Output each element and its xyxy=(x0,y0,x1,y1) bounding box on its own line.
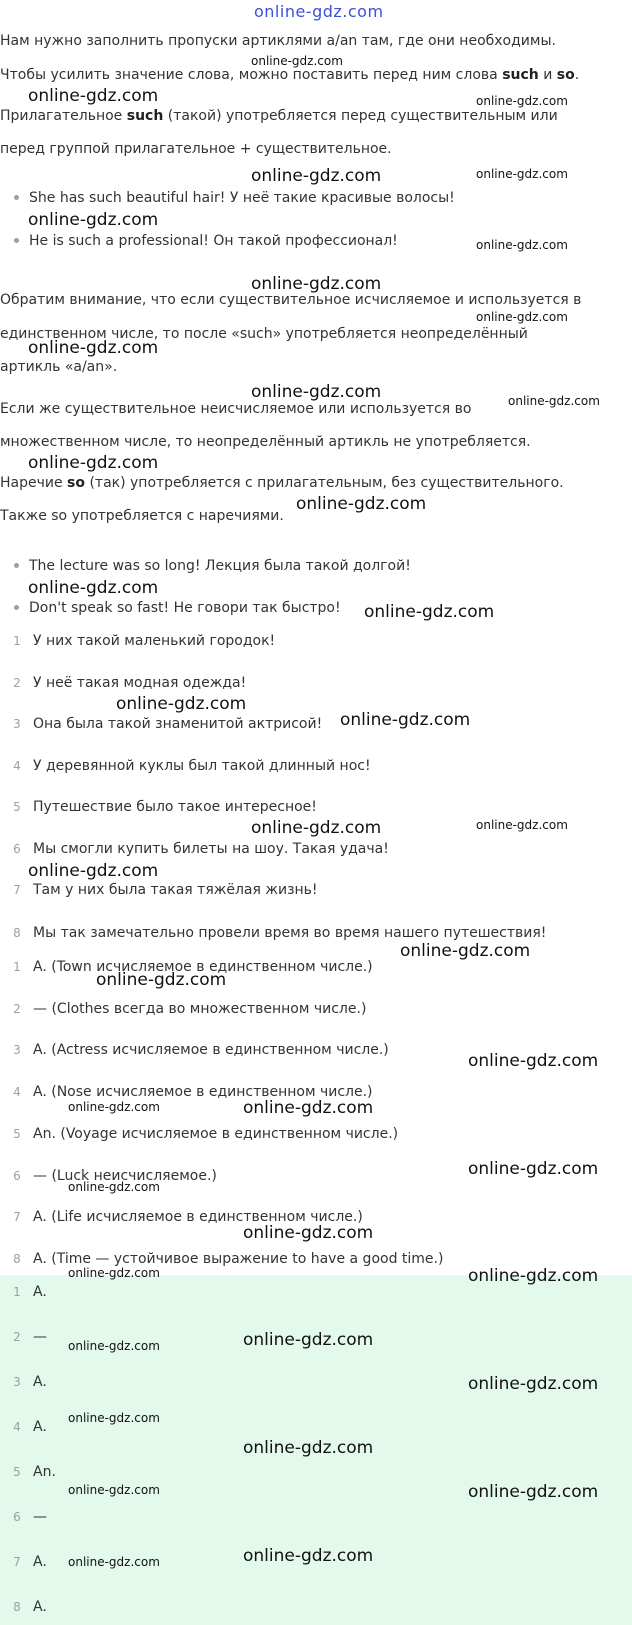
translation-text: Мы так замечательно провели время во время нашего путешествия! xyxy=(33,925,547,941)
watermark: online-gdz.com xyxy=(251,382,382,402)
translation-text: Она была такой знаменитой актрисой! xyxy=(33,716,323,732)
watermark: online-gdz.com xyxy=(243,1330,374,1350)
row-number: 5 xyxy=(13,800,21,814)
paragraph-task: Нам нужно заполнить пропуски артиклями a/an там, где они необходимы. xyxy=(0,33,556,49)
translation-row xyxy=(0,675,246,691)
translation-row xyxy=(0,716,322,732)
explanation-text: A. (Actress исчисляемое в единственном числе.) xyxy=(33,1042,389,1058)
explanation-row xyxy=(0,1251,443,1267)
bullet-icon xyxy=(14,605,19,610)
watermark: online-gdz.com xyxy=(476,238,568,252)
answer-text: A. xyxy=(33,1419,47,1435)
row-number: 4 xyxy=(13,759,21,773)
watermark: online-gdz.com xyxy=(28,86,159,106)
explanation-row xyxy=(0,1001,366,1017)
intro-text: Чтобы усилить значение слова, можно поставить перед ним слова xyxy=(0,67,503,83)
header-watermark: online-gdz.com xyxy=(254,2,384,21)
paragraph-countable-line3: артикль «a/an». xyxy=(0,359,118,375)
row-number: 5 xyxy=(13,1465,21,1479)
row-number: 6 xyxy=(13,1169,21,1183)
answer-text: A. xyxy=(33,1374,47,1390)
watermark: online-gdz.com xyxy=(508,394,600,408)
answer-text: — xyxy=(33,1509,47,1525)
watermark: online-gdz.com xyxy=(68,1555,160,1569)
intro-conj: и xyxy=(538,67,557,83)
watermark: online-gdz.com xyxy=(364,602,495,622)
answer-row xyxy=(0,1374,47,1390)
answer-row xyxy=(0,1509,47,1525)
watermark: online-gdz.com xyxy=(468,1374,599,1394)
row-number: 7 xyxy=(13,1210,21,1224)
translation-text: У них такой маленький городок! xyxy=(33,633,276,649)
watermark: online-gdz.com xyxy=(476,310,568,324)
translation-row xyxy=(0,882,318,898)
watermark: online-gdz.com xyxy=(243,1546,374,1566)
paragraph-such-rule-line2: перед группой прилагательное + существительное. xyxy=(0,141,392,157)
watermark: online-gdz.com xyxy=(296,494,427,514)
bullet-icon xyxy=(14,195,19,200)
example-item xyxy=(14,600,341,616)
row-number: 6 xyxy=(13,842,21,856)
keyword-so: so xyxy=(556,67,575,83)
row-number: 1 xyxy=(13,1285,21,1299)
explanation-text: A. (Time — устойчивое выражение to have a good time.) xyxy=(33,1251,444,1267)
watermark: online-gdz.com xyxy=(251,818,382,838)
watermark: online-gdz.com xyxy=(468,1159,599,1179)
watermark: online-gdz.com xyxy=(243,1098,374,1118)
answer-row xyxy=(0,1329,47,1345)
paragraph-such-rule xyxy=(0,108,558,124)
translation-text: Там у них была такая тяжёлая жизнь! xyxy=(33,882,318,898)
explanation-text: A. (Town исчисляемое в единственном числе.) xyxy=(33,959,373,975)
watermark: online-gdz.com xyxy=(28,210,159,230)
row-number: 4 xyxy=(13,1420,21,1434)
such-rule-text: Прилагательное xyxy=(0,108,127,124)
translation-row xyxy=(0,925,546,941)
watermark: online-gdz.com xyxy=(28,338,159,358)
watermark: online-gdz.com xyxy=(468,1266,599,1286)
example-text: Don't speak so fast! Не говори так быстро! xyxy=(29,600,341,616)
watermark: online-gdz.com xyxy=(468,1051,599,1071)
keyword-such: such xyxy=(126,108,164,124)
row-number: 7 xyxy=(13,1555,21,1569)
answer-row xyxy=(0,1419,47,1435)
translation-text: У деревянной куклы был такой длинный нос! xyxy=(33,758,371,774)
watermark: online-gdz.com xyxy=(68,1100,160,1114)
watermark: online-gdz.com xyxy=(68,1483,160,1497)
answer-row xyxy=(0,1464,56,1480)
translation-row xyxy=(0,799,317,815)
paragraph-countable-line2: единственном числе, то после «such» употребляется неопределённый xyxy=(0,326,528,342)
explanation-row xyxy=(0,1042,389,1058)
watermark: online-gdz.com xyxy=(28,453,159,473)
bullet-icon xyxy=(14,563,19,568)
watermark: online-gdz.com xyxy=(476,94,568,108)
watermark: online-gdz.com xyxy=(400,941,531,961)
watermark: online-gdz.com xyxy=(68,1411,160,1425)
watermark: online-gdz.com xyxy=(116,694,247,714)
translation-text: У неё такая модная одежда! xyxy=(33,675,247,691)
answer-text: A. xyxy=(33,1599,47,1615)
watermark: online-gdz.com xyxy=(251,54,343,68)
bullet-icon xyxy=(14,238,19,243)
explanation-text: An. (Voyage исчисляемое в единственном числе.) xyxy=(33,1126,399,1142)
explanation-text: A. (Life исчисляемое в единственном числе.) xyxy=(33,1209,363,1225)
row-number: 3 xyxy=(13,1043,21,1057)
watermark: online-gdz.com xyxy=(28,578,159,598)
keyword-so: so xyxy=(67,475,85,491)
row-number: 4 xyxy=(13,1085,21,1099)
translation-row xyxy=(0,841,389,857)
translation-text: Мы смогли купить билеты на шоу. Такая удача! xyxy=(33,841,389,857)
answer-row xyxy=(0,1599,47,1615)
translation-row xyxy=(0,758,371,774)
example-item xyxy=(14,233,398,249)
answer-text: An. xyxy=(33,1464,56,1480)
row-number: 3 xyxy=(13,717,21,731)
watermark: online-gdz.com xyxy=(28,861,159,881)
watermark: online-gdz.com xyxy=(251,274,382,294)
row-number: 1 xyxy=(13,960,21,974)
so-rule-text: Наречие xyxy=(0,475,68,491)
translation-text: Путешествие было такое интересное! xyxy=(33,799,317,815)
answer-row xyxy=(0,1284,47,1300)
paragraph-so-rule xyxy=(0,475,564,491)
watermark: online-gdz.com xyxy=(476,167,568,181)
row-number: 2 xyxy=(13,1002,21,1016)
answer-text: A. xyxy=(33,1284,47,1300)
row-number: 2 xyxy=(13,1330,21,1344)
paragraph-uncountable: Если же существительное неисчисляемое или используется во xyxy=(0,401,472,417)
example-item xyxy=(14,190,455,206)
answer-text: — xyxy=(33,1329,47,1345)
watermark: online-gdz.com xyxy=(468,1482,599,1502)
explanation-text: A. (Nose исчисляемое в единственном числе.) xyxy=(33,1084,373,1100)
keyword-such: such xyxy=(502,67,539,83)
example-text: She has such beautiful hair! У неё такие красивые волосы! xyxy=(29,190,455,206)
watermark: online-gdz.com xyxy=(340,710,471,730)
paragraph-countable: Обратим внимание, что если существительное исчисляемое и используется в xyxy=(0,292,582,308)
explanation-text: — (Clothes всегда во множественном числе.) xyxy=(33,1001,367,1017)
row-number: 2 xyxy=(13,676,21,690)
intro-end: . xyxy=(574,67,580,83)
watermark: online-gdz.com xyxy=(476,818,568,832)
watermark: online-gdz.com xyxy=(96,970,227,990)
explanation-text: — (Luck неисчисляемое.) xyxy=(33,1168,217,1184)
watermark: online-gdz.com xyxy=(68,1339,160,1353)
example-text: He is such a professional! Он такой профессионал! xyxy=(29,233,398,249)
watermark: online-gdz.com xyxy=(243,1438,374,1458)
row-number: 8 xyxy=(13,1252,21,1266)
so-rule-text-cont: (так) употребляется с прилагательным, без существительного. xyxy=(85,475,564,491)
translation-row xyxy=(0,633,275,649)
watermark: online-gdz.com xyxy=(68,1180,160,1194)
example-text: The lecture was so long! Лекция была такой долгой! xyxy=(29,558,411,574)
row-number: 8 xyxy=(13,926,21,940)
watermark: online-gdz.com xyxy=(68,1266,160,1280)
such-rule-text-cont: (такой) употребляется перед существительным или xyxy=(163,108,558,124)
row-number: 3 xyxy=(13,1375,21,1389)
row-number: 8 xyxy=(13,1600,21,1614)
watermark: online-gdz.com xyxy=(243,1223,374,1243)
row-number: 5 xyxy=(13,1127,21,1141)
paragraph-so-adverbs: Также so употребляется с наречиями. xyxy=(0,508,284,524)
paragraph-intro xyxy=(0,67,579,83)
row-number: 6 xyxy=(13,1510,21,1524)
paragraph-uncountable-line2: множественном числе, то неопределённый артикль не употребляется. xyxy=(0,434,531,450)
example-item xyxy=(14,558,411,574)
answer-text: A. xyxy=(33,1554,47,1570)
answer-row xyxy=(0,1554,47,1570)
row-number: 1 xyxy=(13,634,21,648)
explanation-row xyxy=(0,1126,398,1142)
row-number: 7 xyxy=(13,883,21,897)
watermark: online-gdz.com xyxy=(251,166,382,186)
